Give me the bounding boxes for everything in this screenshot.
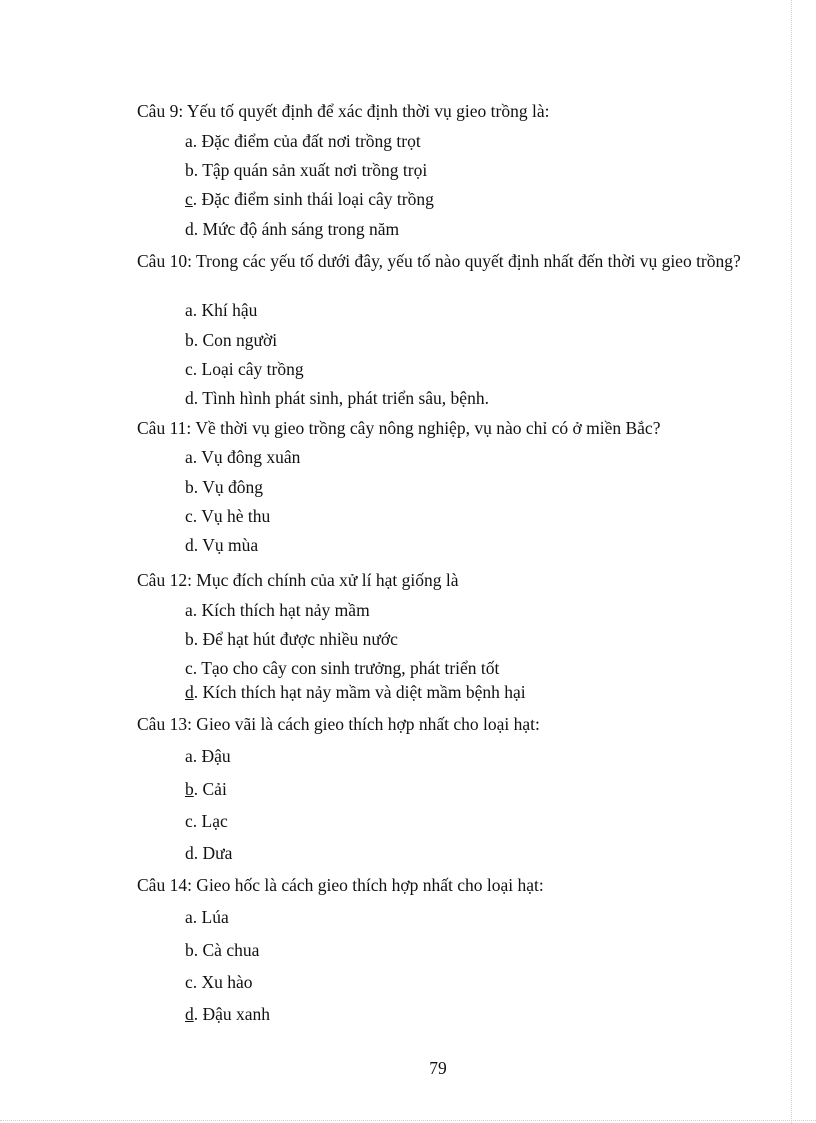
option-letter: b xyxy=(185,629,194,649)
option-letter-marked-answer: c xyxy=(185,189,193,209)
option-letter: a xyxy=(185,131,193,151)
option-letter: b xyxy=(185,477,194,497)
question-13-option-d: d. Dưa xyxy=(185,843,233,863)
option-text: Tập quán sản xuất nơi trồng trọi xyxy=(202,160,428,180)
question-13-option-b: b. Cải xyxy=(185,779,227,799)
option-text: Đặc điểm sinh thái loại cây trồng xyxy=(201,189,434,209)
option-text: Xu hào xyxy=(201,972,253,992)
question-11-option-d: d. Vụ mùa xyxy=(185,535,259,555)
question-9-option-c: c. Đặc điểm sinh thái loại cây trồng xyxy=(185,189,434,209)
option-text: Vụ đông xyxy=(202,477,263,497)
option-letter: b xyxy=(185,330,194,350)
option-text: Tạo cho cây con sinh trưởng, phát triển tốt xyxy=(201,658,500,678)
page-border-bottom xyxy=(0,1120,816,1121)
question-13-option-c: c. Lạc xyxy=(185,811,228,831)
option-text: Lạc xyxy=(201,811,228,831)
option-letter: a xyxy=(185,447,193,467)
option-text: Đậu xyxy=(201,746,231,766)
option-letter: a xyxy=(185,746,193,766)
question-10-option-a: a. Khí hậu xyxy=(185,300,258,320)
option-text: Con người xyxy=(202,330,278,350)
option-letter: c xyxy=(185,506,193,526)
question-9-stem: Câu 9: Yếu tố quyết định để xác định thời vụ gieo trồng là: xyxy=(137,101,550,121)
question-11-option-b: b. Vụ đông xyxy=(185,477,263,497)
option-text: Để hạt hút được nhiều nước xyxy=(202,629,398,649)
option-text: Mức độ ánh sáng trong năm xyxy=(202,219,400,239)
question-10-option-c: c. Loại cây trồng xyxy=(185,359,304,379)
page-border-right xyxy=(791,0,792,1123)
question-11-option-c: c. Vụ hè thu xyxy=(185,506,271,526)
option-text: Vụ mùa xyxy=(202,535,259,555)
question-10-option-d: d. Tình hình phát sinh, phát triển sâu, bệnh. xyxy=(185,388,489,408)
question-9-option-d: d. Mức độ ánh sáng trong năm xyxy=(185,219,400,239)
option-letter: a xyxy=(185,907,193,927)
question-11-option-a: a. Vụ đông xuân xyxy=(185,447,301,467)
question-12-option-a: a. Kích thích hạt nảy mầm xyxy=(185,600,370,620)
option-letter: c xyxy=(185,972,193,992)
question-14-option-b: b. Cà chua xyxy=(185,940,260,960)
option-letter: d xyxy=(185,535,194,555)
question-9-option-b: b. Tập quán sản xuất nơi trồng trọi xyxy=(185,160,428,180)
option-letter: c xyxy=(185,658,193,678)
option-text: Cà chua xyxy=(202,940,260,960)
option-text: Khí hậu xyxy=(201,300,258,320)
option-text: Đặc điểm của đất nơi trồng trọt xyxy=(201,131,421,151)
option-letter: d xyxy=(185,843,194,863)
option-letter: c xyxy=(185,359,193,379)
option-letter: d xyxy=(185,388,194,408)
option-text: Đậu xanh xyxy=(202,1004,271,1024)
question-12-option-c: c. Tạo cho cây con sinh trưởng, phát triển tốt xyxy=(185,658,500,678)
option-letter: a xyxy=(185,600,193,620)
question-9-option-a: a. Đặc điểm của đất nơi trồng trọt xyxy=(185,131,421,151)
question-12-option-d: d. Kích thích hạt nảy mầm và diệt mầm bệnh hại xyxy=(185,682,526,702)
page-number: 79 xyxy=(429,1058,447,1078)
option-text: Cải xyxy=(202,779,227,799)
option-text: Kích thích hạt nảy mầm và diệt mầm bệnh hại xyxy=(202,682,526,702)
option-letter: d xyxy=(185,219,194,239)
question-14-option-a: a. Lúa xyxy=(185,907,229,927)
option-letter: b xyxy=(185,940,194,960)
option-text: Dưa xyxy=(202,843,233,863)
question-11-stem: Câu 11: Về thời vụ gieo trồng cây nông nghiệp, vụ nào chỉ có ở miền Bắc? xyxy=(137,418,661,438)
question-12-option-b: b. Để hạt hút được nhiều nước xyxy=(185,629,398,649)
option-text: Vụ đông xuân xyxy=(201,447,301,467)
option-letter: c xyxy=(185,811,193,831)
option-text: Loại cây trồng xyxy=(201,359,304,379)
question-14-option-d: d. Đậu xanh xyxy=(185,1004,271,1024)
option-text: Lúa xyxy=(201,907,229,927)
option-letter-marked-answer: d xyxy=(185,1004,194,1024)
question-14-option-c: c. Xu hào xyxy=(185,972,253,992)
option-text: Tình hình phát sinh, phát triển sâu, bệnh. xyxy=(202,388,489,408)
question-12-stem: Câu 12: Mục đích chính của xử lí hạt giống là xyxy=(137,570,459,590)
option-letter: a xyxy=(185,300,193,320)
option-text: Vụ hè thu xyxy=(201,506,271,526)
question-10-stem: Câu 10: Trong các yếu tố dưới đây, yếu tố nào quyết định nhất đến thời vụ gieo trồng? xyxy=(137,251,741,271)
question-13-stem: Câu 13: Gieo vãi là cách gieo thích hợp nhất cho loại hạt: xyxy=(137,714,540,734)
option-letter-marked-answer: b xyxy=(185,779,194,799)
option-letter-marked-answer: d xyxy=(185,682,194,702)
question-10-option-b: b. Con người xyxy=(185,330,278,350)
question-14-stem: Câu 14: Gieo hốc là cách gieo thích hợp nhất cho loại hạt: xyxy=(137,875,544,895)
option-text: Kích thích hạt nảy mầm xyxy=(201,600,370,620)
question-13-option-a: a. Đậu xyxy=(185,746,231,766)
option-letter: b xyxy=(185,160,194,180)
